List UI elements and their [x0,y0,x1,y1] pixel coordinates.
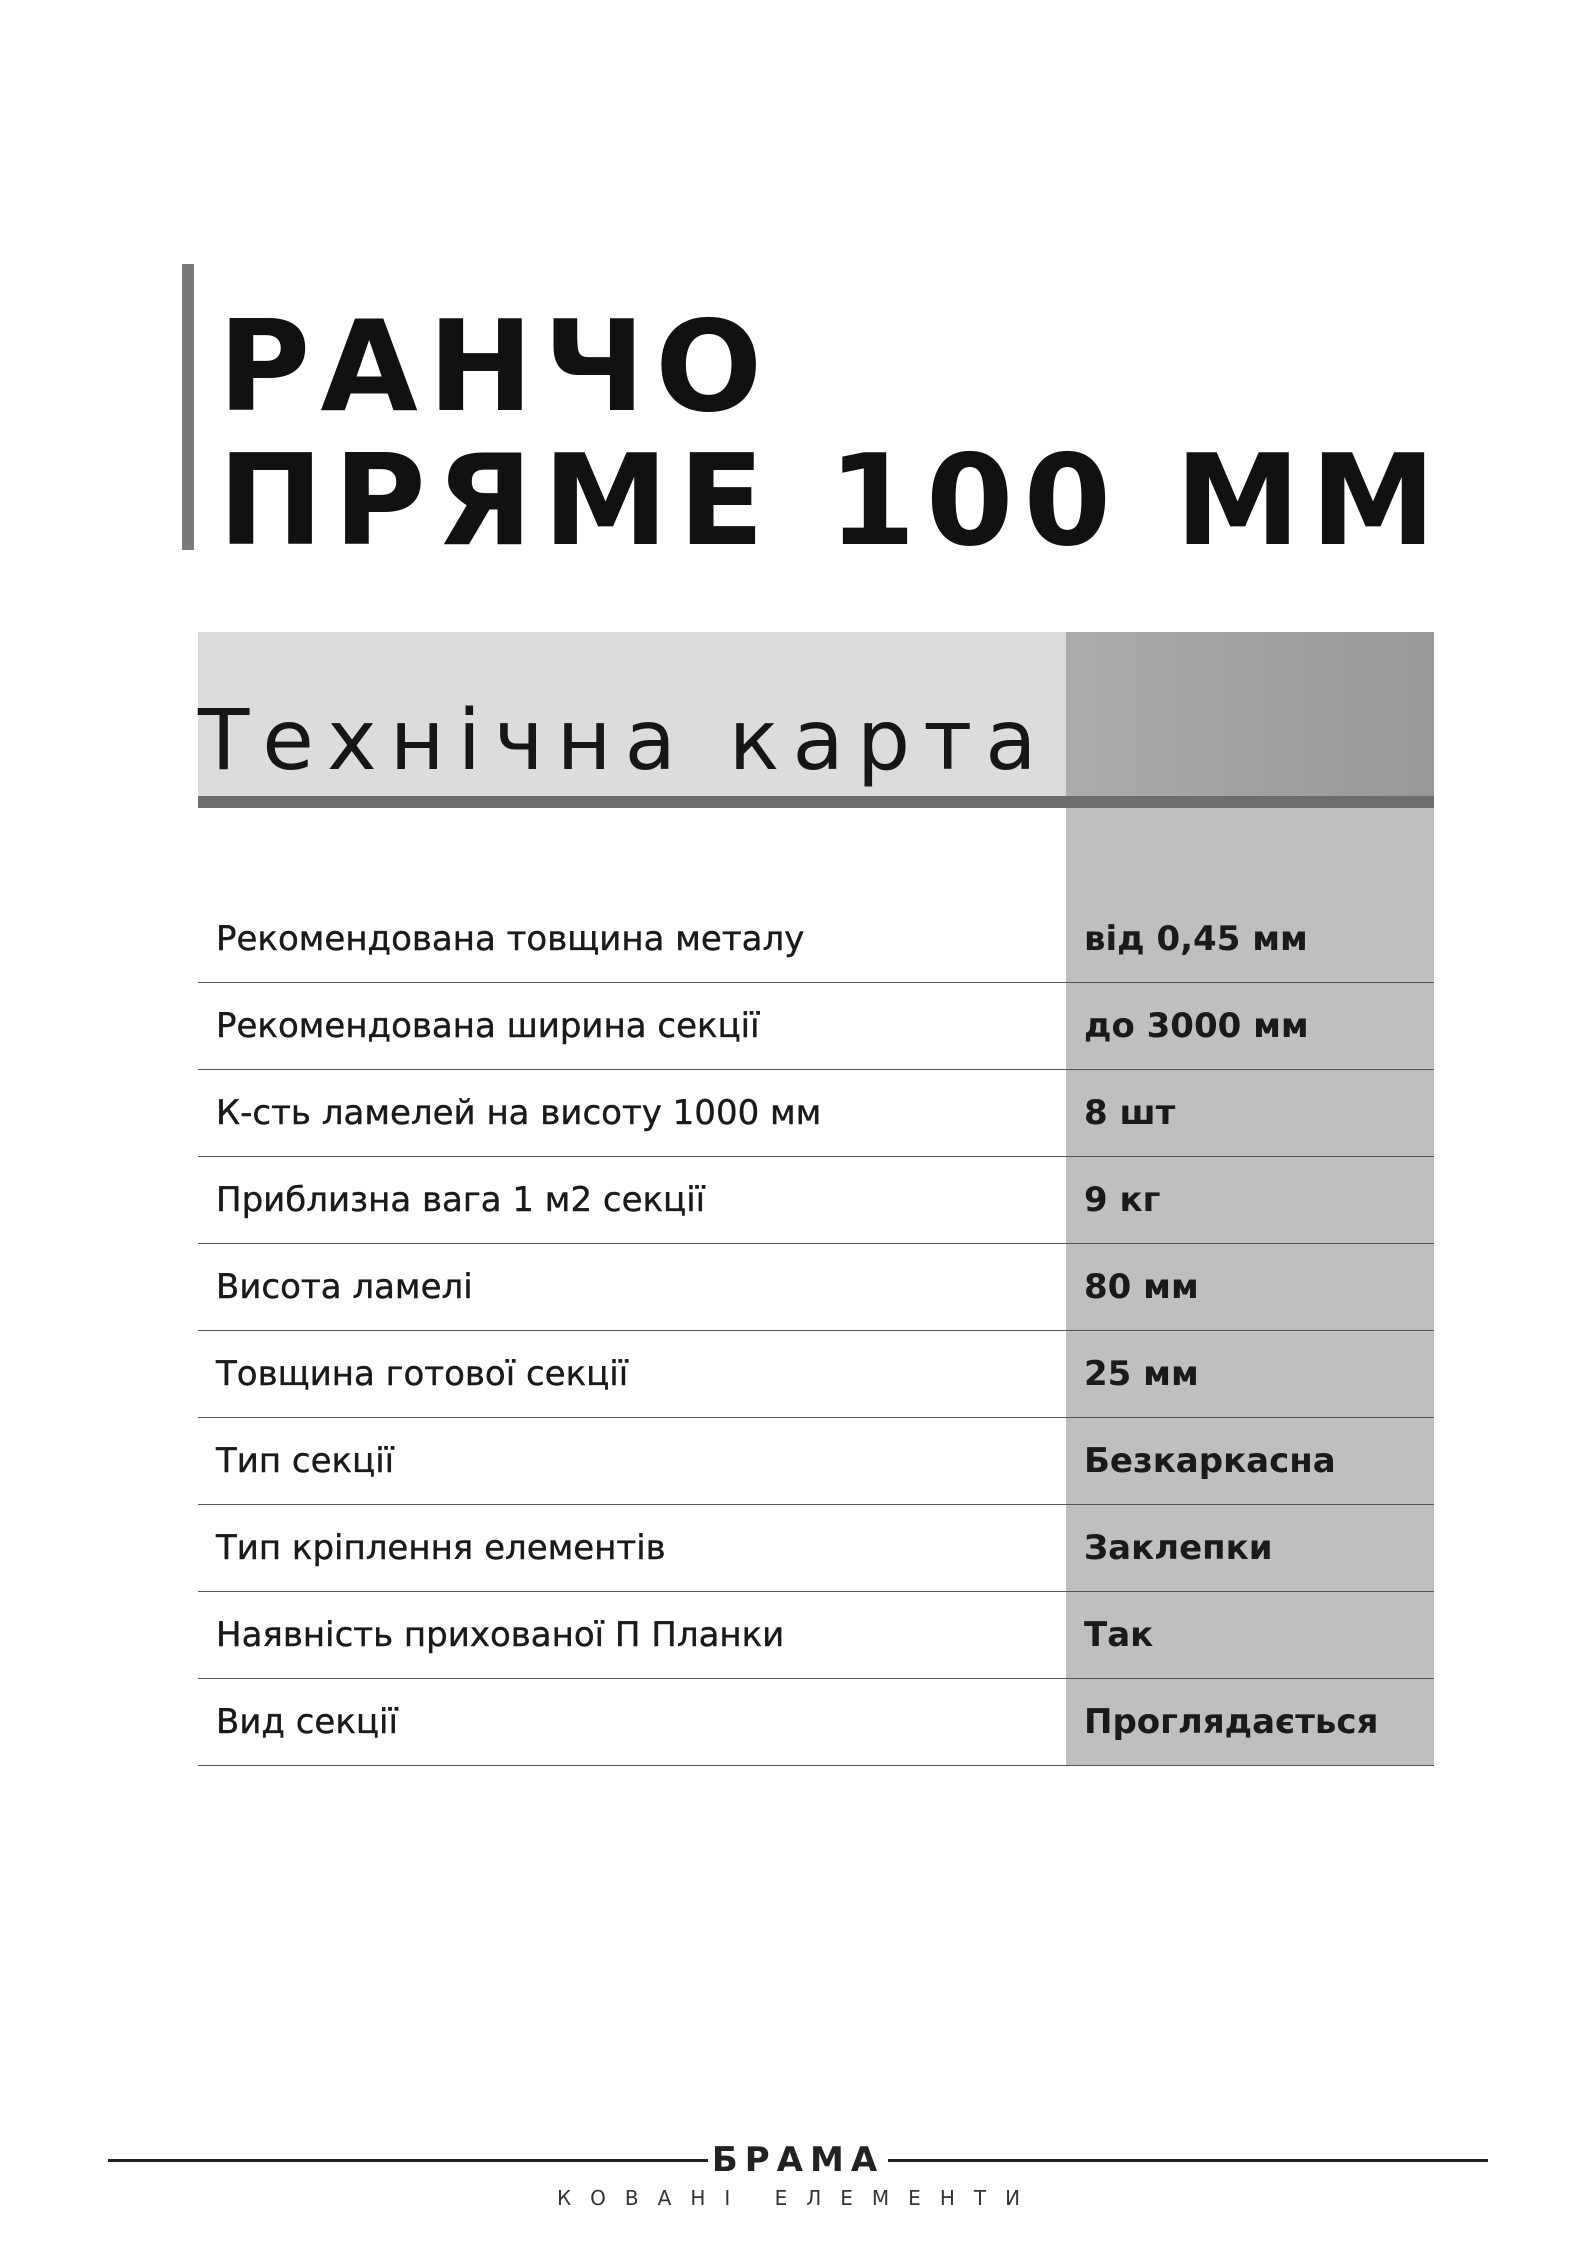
page-title-line-1: РАНЧО [218,293,773,440]
table-row [198,1244,1434,1331]
brand-tagline: КОВАНІ ЕЛЕМЕНТИ [556,2186,1040,2210]
spec-label: Наявність прихованої П Планки [198,1592,1066,1679]
table-row [198,1418,1434,1505]
brand-logo: БРАМА [711,2140,885,2180]
table-row [198,896,1434,983]
footer-rule-left [108,2159,708,2162]
page-title [218,293,1446,574]
spec-value: Так [1066,1592,1434,1679]
spec-value: до 3000 мм [1066,983,1434,1070]
table-spacer [198,808,1434,896]
spec-value: Проглядається [1066,1679,1434,1766]
footer-brand [108,2138,1488,2218]
spec-value: Безкаркасна [1066,1418,1434,1505]
spec-value: від 0,45 мм [1066,896,1434,983]
spec-value: Заклепки [1066,1505,1434,1592]
table-row [198,1157,1434,1244]
value-column-top [1066,808,1434,896]
table-row [198,1679,1434,1766]
spec-value: 9 кг [1066,1157,1434,1244]
page-title-line-2: ПРЯМЕ 100 ММ [218,427,1446,574]
tech-sheet-header-shade [1066,632,1434,796]
tech-sheet-header [198,632,1434,796]
table-row [198,1505,1434,1592]
spec-label: Рекомендована товщина металу [198,896,1066,983]
footer-rule-right [888,2159,1488,2162]
title-accent-bar [182,264,194,550]
spec-label: Висота ламелі [198,1244,1066,1331]
spec-label: Тип кріплення елементів [198,1505,1066,1592]
spec-label: Вид секції [198,1679,1066,1766]
table-row [198,1331,1434,1418]
spec-value: 8 шт [1066,1070,1434,1157]
spec-label: Тип секції [198,1418,1066,1505]
spec-table [198,896,1434,1766]
tech-sheet-header-panel [198,632,1066,796]
spec-value: 25 мм [1066,1331,1434,1418]
tech-sheet [198,632,1434,1766]
spec-value: 80 мм [1066,1244,1434,1331]
spec-label: Товщина готової секції [198,1331,1066,1418]
table-row [198,1592,1434,1679]
section-title: Технічна карта [198,691,1050,789]
spec-label: Приблизна вага 1 м2 секції [198,1157,1066,1244]
table-row [198,983,1434,1070]
spec-label: Рекомендована ширина секції [198,983,1066,1070]
spec-table-body [198,896,1434,1766]
spec-label: К-сть ламелей на висоту 1000 мм [198,1070,1066,1157]
header-divider [198,796,1434,808]
table-row [198,1070,1434,1157]
